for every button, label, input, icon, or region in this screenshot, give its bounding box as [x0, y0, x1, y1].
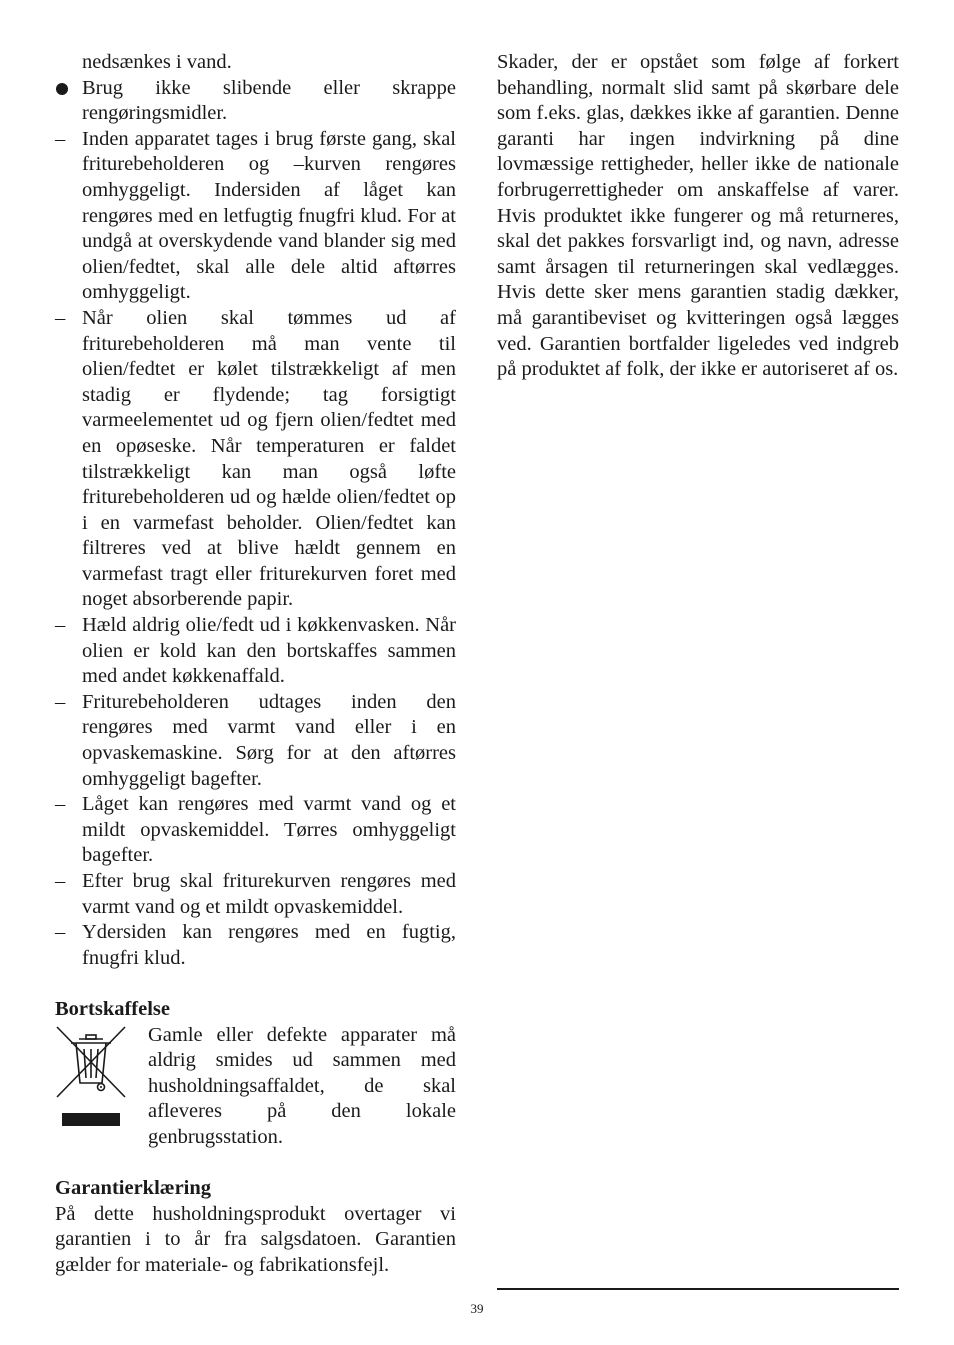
list-item: – Låget kan rengøres med varmt vand og et mildt opvaskemiddel. Tørres omhyggeligt bagefter. [55, 793, 456, 867]
list-item: – Ydersiden kan rengøres med en fugtig, fnugfri klud. [55, 921, 456, 969]
list-item: – Hæld aldrig olie/fedt ud i køkkenvasken. Når olien er kold kan den bortskaffes sammen med andet køkkenaffald. [55, 614, 456, 688]
warranty-text: På dette husholdningsprodukt overtager vi garantien i to år fra salgsdatoen. Garantien gælder for materiale- og fabrikationsfejl. [55, 1202, 456, 1276]
list-item: – Friturebeholderen udtages inden den rengøres med varmt vand eller i en opvaskemaskine. Sørg for at den aftørres omhyggeligt bagefter. [55, 690, 456, 790]
page-number: 39 [470, 1301, 484, 1316]
warranty-continued-text: Skader, der er opstået som følge af forkert behandling, normalt slid samt på skørbare dele som f.eks. glas, dækkes ikke af garantien. Denne garanti har ingen indvirkning på dine lovmæssige rettigheder, heller ikke de nationale forbrugerrettigheder om anskaffelse af varer. Hvis produktet ikke fungerer og må returneres, skal det pakkes forsvarligt ind, og navn, adresse samt årsagen til returneringen skal vedlægges. Hvis dette sker mens garantien stadig dækker, må garantibeviset og kvitteringen også lægges ved. Garantien bortfalder ligeledes ved indgreb på produktet af folk, der ikke er autoriseret af os. [497, 51, 899, 381]
bullet-text: Brug ikke slibende eller skrappe rengøringsmidler. [82, 76, 456, 125]
continued-item [55, 50, 456, 76]
weee-bin-icon [55, 1023, 148, 1151]
list-item-text: Hæld aldrig olie/fedt ud i køkkenvasken. Når olien er kold kan den bortskaffes sammen med andet køkkenaffald. [82, 614, 456, 688]
right-column [497, 50, 899, 383]
continued-text: nedsænkes i vand. [82, 51, 232, 73]
list-item-text: Efter brug skal friturekurven rengøres med varmt vand og et mildt opvaskemiddel. [82, 870, 456, 918]
list-item-text: Ydersiden kan rengøres med en fugtig, fnugfri klud. [82, 921, 456, 969]
warranty-heading: Garantierklæring [55, 1177, 212, 1200]
list-item: – Når olien skal tømmes ud af friturebeholderen må man vente til olien/fedtet er kølet tilstrækkeligt af men stadig er flydende; tag forsigtigt varmeelementet ud og fjern olien/fedtet med en opøseske. Når temperaturen er faldet tilstrækkeligt kan man også løfte friturebeholderen ud og hælde olien/fedtet op i en varmefast beholder. Olien/fedtet kan filtreres ved at blive hældt gennem en varmefast tragt eller friturekurven foret med noget absorberende papir. [55, 306, 456, 611]
list-item-text: Låget kan rengøres med varmt vand og et mildt opvaskemiddel. Tørres omhyggeligt bagefter. [82, 793, 456, 867]
list-item: – Inden apparatet tages i brug første gang, skal friturebeholderen og –kurven rengøres omhyggeligt. Indersiden af låget kan rengøres med en letfugtig fnugfri klud. For at undgå at overskydende vand blander sig med olien/fedtet, skal alle dele altid aftørres omhyggeligt. [55, 127, 456, 304]
footer-rule [497, 1288, 899, 1290]
disposal-text: Gamle eller defekte apparater må aldrig smides ud sammen med husholdningsaffaldet, de skal afleveres på den lokale genbrugsstation. [148, 1023, 456, 1148]
left-column [55, 50, 456, 1279]
bullet-dot-icon [56, 83, 68, 95]
disposal-section [55, 1023, 456, 1151]
list-item-text: Når olien skal tømmes ud af friturebeholderen må man vente til olien/fedtet er kølet tilstrækkeligt af men stadig er flydende; tag forsigtigt varmeelementet ud og fjern olien/fedtet med en opøseske. Når temperaturen er faldet tilstrækkeligt kan man også løfte friturebeholderen ud og hælde olien/fedtet op i en varmefast beholder. Olien/fedtet kan filtreres ved at blive hældt gennem en varmefast tragt eller friturekurven foret med noget absorberende papir. [82, 306, 456, 611]
list-item-text: Friturebeholderen udtages inden den rengøres med varmt vand eller i en opvaskemaskine. Sørg for at den aftørres omhyggeligt bagefter. [82, 690, 456, 790]
disposal-heading: Bortskaffelse [55, 997, 171, 1020]
list-item-text: Inden apparatet tages i brug første gang, skal friturebeholderen og –kurven rengøres omhyggeligt. Indersiden af låget kan rengøres med en letfugtig fnugfri klud. For at undgå at overskydende vand blander sig med olien/fedtet, skal alle dele altid aftørres omhyggeligt. [82, 127, 456, 304]
bullet-item [55, 76, 456, 127]
list-item: – Efter brug skal friturekurven rengøres med varmt vand og et mildt opvaskemiddel. [55, 870, 456, 918]
